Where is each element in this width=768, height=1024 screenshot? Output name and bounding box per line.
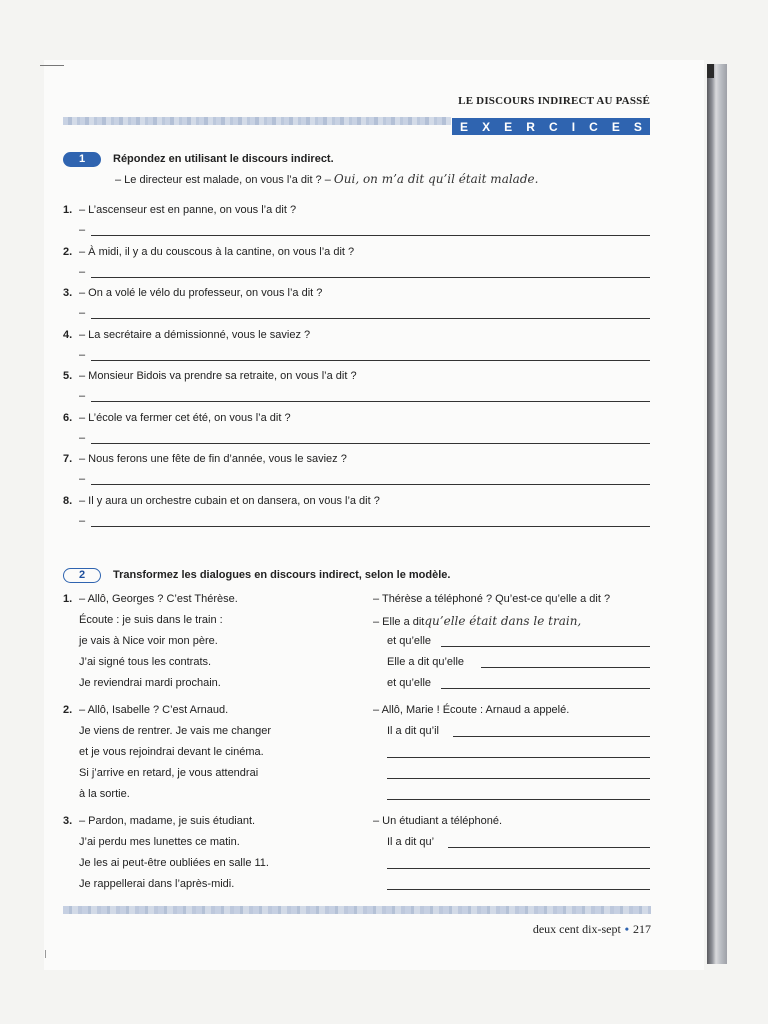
item-number: 4. [63,328,73,341]
answer-line[interactable] [453,736,650,737]
item-number: 8. [63,494,73,507]
dialogue-line: Si j’arrive en retard, je vous attendrai [79,767,259,779]
item-question: – On a volé le vélo du professeur, on vous l’a dit ? [79,287,323,299]
answer-line[interactable] [91,360,650,361]
banner-letter: I [571,119,576,134]
answer-line[interactable] [91,526,650,527]
decorative-band [63,906,651,914]
page-number-words: deux cent dix-sept [532,922,621,936]
dialogue-number: 1. [63,593,73,605]
answer-line[interactable] [481,667,650,668]
crop-mark [40,65,64,66]
answer-line[interactable] [387,868,650,869]
dialogue-line: – Allô, Georges ? C’est Thérèse. [79,593,238,605]
book-spine [707,64,727,964]
item-question: – L’ascenseur est en panne, on vous l’a dit ? [79,204,297,216]
banner-letter: E [611,119,620,134]
exercise-number-badge: 1 [63,152,101,167]
spine-edge [707,64,714,78]
response-line [373,614,581,628]
dialogue-line: – Allô, Isabelle ? C’est Arnaud. [79,704,229,716]
answer-line[interactable] [91,235,650,236]
response-example-answer: qu’elle était dans le train, [424,614,582,628]
answer-line[interactable] [91,443,650,444]
response-line: Il a dit qu’ [387,836,435,848]
page-sheet [44,60,704,970]
dialogue-number: 2. [63,704,73,716]
decorative-band [63,117,451,125]
response-line: Il a dit qu’il [387,725,439,737]
item-question: – Monsieur Bidois va prendre sa retraite, on vous l’a dit ? [79,370,357,382]
exercices-banner [452,118,650,135]
bullet-icon: • [624,922,629,936]
answer-line[interactable] [387,757,650,758]
dialogue-line: je vais à Nice voir mon père. [79,635,218,647]
example-answer: Oui, on m’a dit qu’il était malade. [333,172,539,186]
item-question: – L’école va fermer cet été, on vous l’a dit ? [79,411,291,424]
item-number: 2. [63,245,73,258]
banner-letter: E [460,119,469,134]
answer-dash: – [79,473,86,485]
item-number: 6. [63,411,73,424]
banner-letter: R [526,119,535,134]
answer-dash: – [79,265,86,278]
answer-line[interactable] [448,847,650,848]
item-question: – Nous ferons une fête de fin d’année, vous le saviez ? [79,453,347,465]
response-line: Elle a dit qu’elle [387,656,465,668]
answer-line[interactable] [91,401,650,402]
exercise-number-badge: 2 [63,568,101,583]
answer-dash: – [79,307,86,319]
response-line: – Thérèse a téléphoné ? Qu’est-ce qu’elle a dit ? [373,593,611,605]
answer-line[interactable] [91,277,650,278]
banner-letter: C [548,119,558,134]
item-number: 3. [63,287,73,299]
response-line: et qu’elle [387,635,432,647]
answer-line[interactable] [441,688,650,689]
item-number: 7. [63,453,73,465]
page-footer [533,922,651,937]
item-number: 1. [63,204,73,216]
item-question: – Il y aura un orchestre cubain et on dansera, on vous l’a dit ? [79,494,380,507]
exercise1-instruction: Répondez en utilisant le discours indirect. [113,153,334,165]
dialogue-line: J’ai perdu mes lunettes ce matin. [79,836,240,848]
answer-line[interactable] [91,318,650,319]
answer-dash: – [79,390,86,402]
dialogue-line: Je viens de rentrer. Je vais me changer [79,725,271,737]
section-title: LE DISCOURS INDIRECT AU PASSÉ [458,95,650,107]
example-prompt: – Le directeur est malade, on vous l’a dit ? – [115,174,331,186]
dialogue-line: et je vous rejoindrai devant le cinéma. [79,746,264,758]
answer-dash: – [79,348,86,361]
item-question: – La secrétaire a démissionné, vous le saviez ? [79,328,311,341]
banner-letter: C [589,119,598,134]
answer-dash: – [79,514,86,527]
page-number: 217 [633,922,651,936]
banner-letter: X [482,119,491,134]
dialogue-line: Je rappellerai dans l’après-midi. [79,878,235,890]
response-prefix: – Elle a dit [373,616,425,628]
answer-line[interactable] [387,889,650,890]
dialogue-number: 3. [63,815,73,827]
answer-dash: – [79,431,86,444]
dialogue-line: J’ai signé tous les contrats. [79,656,212,668]
dialogue-line: Écoute : je suis dans le train : [79,614,223,626]
response-line: et qu’elle [387,677,432,689]
dialogue-line: – Pardon, madame, je suis étudiant. [79,815,256,827]
crop-mark [45,950,46,958]
answer-line[interactable] [387,799,650,800]
answer-line[interactable] [387,778,650,779]
banner-letter: E [504,119,513,134]
exercise2-instruction: Transformez les dialogues en discours indirect, selon le modèle. [113,569,451,581]
dialogue-line: Je les ai peut-être oubliées en salle 11. [79,857,269,869]
banner-letter: S [633,119,642,134]
response-line: – Un étudiant a téléphoné. [373,815,503,827]
dialogue-line: à la sortie. [79,788,130,800]
answer-line[interactable] [441,646,650,647]
item-question: – À midi, il y a du couscous à la cantine, on vous l’a dit ? [79,245,355,258]
response-line: – Allô, Marie ! Écoute : Arnaud a appelé. [373,704,570,716]
dialogue-line: Je reviendrai mardi prochain. [79,677,221,689]
exercise1-example [115,172,538,186]
answer-line[interactable] [91,484,650,485]
answer-dash: – [79,224,86,236]
item-number: 5. [63,370,73,382]
